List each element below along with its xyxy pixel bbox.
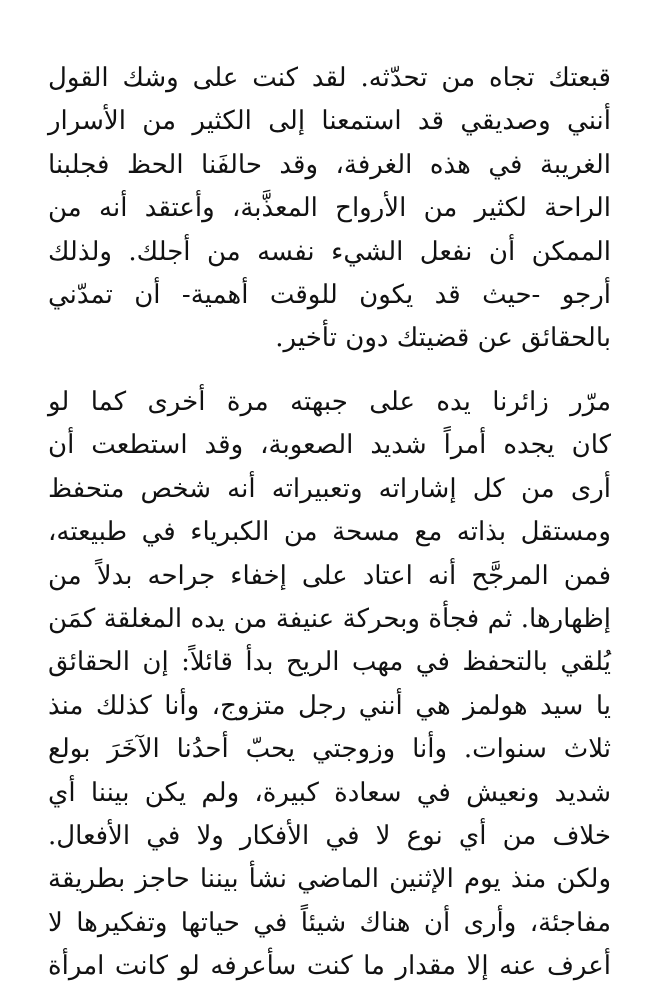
text-line: شديد ونعيش في سعادة كبيرة، ولم يكن بيننا أي bbox=[48, 777, 611, 808]
text-line: أرجو -حيث قد يكون للوقت أهمية- أن تمدّني bbox=[48, 279, 611, 310]
text-line: ومستقل بذاته مع مسحة من الكبرياء في طبيعته، bbox=[48, 517, 611, 548]
text-line: فمن المرجَّح أنه اعتاد على إخفاء جراحه بدلاً من bbox=[48, 560, 611, 591]
text-line: ثلاث سنوات. وأنا وزوجتي يحبّ أحدُنا الآخَرَ بولع bbox=[48, 734, 611, 765]
text-line: إظهارها. ثم فجأة وبحركة عنيفة من يده المغلقة كمَن bbox=[48, 603, 611, 634]
text-line: يُلقي بالتحفظ في مهب الريح بدأ قائلاً: إن الحقائق bbox=[48, 647, 611, 678]
text-line: يا سيد هولمز هي أنني رجل متزوج، وأنا كذلك منذ bbox=[48, 690, 611, 721]
text-line: أنني وصديقي قد استمعنا إلى الكثير من الأسرار bbox=[48, 106, 611, 137]
text-line: أرى من كل إشاراته وتعبيراته أنه شخص متحفظ bbox=[48, 473, 611, 504]
text-line: بالحقائق عن قضيتك دون تأخير. bbox=[275, 323, 611, 354]
text-line: الغريبة في هذه الغرفة، وقد حالفَنا الحظ فجلبنا bbox=[48, 149, 611, 180]
text-line: قبعتك تجاه من تحدّثه. لقد كنت على وشك القول bbox=[48, 63, 611, 93]
paragraph-2 bbox=[48, 381, 611, 988]
text-line: ولكن منذ يوم الإثنين الماضي نشأ بيننا حاجز بطريقة bbox=[48, 864, 611, 895]
text-line: كان يجده أمراً شديد الصعوبة، وقد استطعت أن bbox=[48, 430, 611, 461]
text-line: مفاجئة، وأرى أن هناك شيئاً في حياتها وتفكيرها لا bbox=[48, 907, 611, 938]
text-line: أعرف عنه إلا مقدار ما كنت سأعرفه لو كانت امرأة bbox=[48, 951, 611, 982]
paragraph-1 bbox=[48, 57, 611, 361]
text-line: مرّر زائرنا يده على جبهته مرة أخرى كما لو bbox=[48, 387, 611, 417]
text-line: الراحة لكثير من الأرواح المعذَّبة، وأعتقد أنه من bbox=[48, 193, 611, 224]
text-line: خلاف من أي نوع لا في الأفكار ولا في الأفعال. bbox=[48, 820, 611, 851]
text-line: الممكن أن نفعل الشيء نفسه من أجلك. ولذلك bbox=[48, 236, 611, 267]
